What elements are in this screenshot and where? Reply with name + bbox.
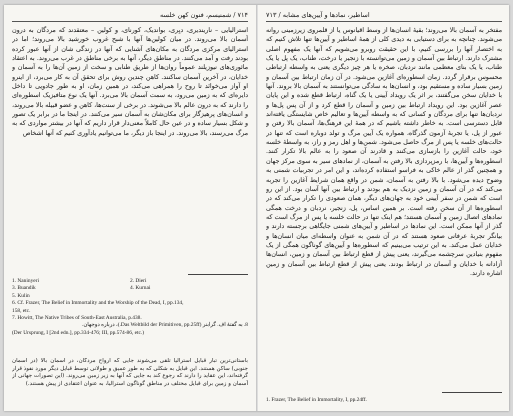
left-page-header xyxy=(12,11,248,22)
right-page-header xyxy=(266,11,502,22)
footnote-1: 1. Naninyeri xyxy=(12,278,39,284)
footnote-row xyxy=(12,285,248,292)
footnote-8: 8. به گفتهٔ اف. گرابنر (Das Weltbild der Primitiven, pp.25ff.)، درباره دوجهان. xyxy=(82,322,248,329)
footnote-2: 2. Dieri xyxy=(130,278,147,284)
left-footnote-rule xyxy=(188,274,248,275)
footnote-row xyxy=(12,278,248,285)
footnote-6: 6. Cf. Frazer, The Belief in Immortality and the Worship of the Dead, I, pp.134, xyxy=(12,300,184,307)
right-page xyxy=(266,5,502,411)
left-page-running-head: ۷۱۴ / شمنیسم، فنون کهن خلسه xyxy=(159,11,248,19)
footnote-5: 5. Kulin xyxy=(12,292,30,299)
footnote-1-frazer: 1. Frazer, The Belief in Immortality, I, pp.24ff. xyxy=(266,397,367,403)
footnote-7: 7. Howitt, The Native Tribes of South-East Australia, p.438. xyxy=(12,315,142,322)
page-gutter xyxy=(256,5,258,411)
right-page-body xyxy=(266,26,502,278)
left-page xyxy=(12,5,248,411)
right-footnote-rule xyxy=(442,392,502,393)
right-footnote xyxy=(266,397,502,404)
left-page-body-text: استرالیایی – ناریندیری، دیِری، بوانديک، کورنای، و کولین – معتقدند که مردگان به درون آسمان بالا می‌روند. در میان کولین‌ها آنها با شبح غروب خورشید بالا می‌روند؛ اما در استرالیای مرکزی مردگان به مکان‌های آشنایی که آنها در زندگی شان از آنها عبور کرده بودند رفت و آمد می‌کنند. در مناطق دیگر، آنها به برخی مناطق در غرب می‌روند. به اعتقاد مائوری‌های نیوزیلند عموماً روان‌ها از طریق طنابی و سخت از زمین آن‌ها را به آسمان و خدایان، در آخرین آسمان ساکنند. کاهن چندین روش برای تحقق آن به کار می‌برد، از اینرو او آواز می‌خوانَد تا روح را همراهی می‌کند، در همین زمان، او به طور جادویی تا داخل دایره‌ای که به زمین می‌رود، به سمت آسمان بالا می‌برد. آنها یک نوع متافیزیک اسطوره‌ای را دارند که به درون عالم بالا می‌شوند. در برخی از سنت‌ها، کاهن و عضو قبیله بالا می‌روند، و انسان‌های پرهیزگار برای مکان‌شان به آسمان سیر می‌کنند. در اینجا ما در برابر یک تصور و شکل بسیار ساده و در عین حال کاملاً معنی‌دار قرار داریم که آنها در بیشتر مواردی که به مرگ می‌رسند، بالا می‌روند. در اینجا باز دیگر، ما می‌توانیم یادآوری کنیم که آنها اشخاص xyxy=(12,27,248,137)
left-persian-footnote: باستانی‌ترین تبار قبایل استرالیا تلقی می‌شوند جایی که ارواح مردگان، در آسمان بالا (در آسمان جنوبی) ساکن هستند. این قبایل به شکلی که به طور عمیق و طولانی توسط قبایل دیگر مورد نفوذ قرار گرفته‌اند، این عقاید را دارند که رجوع کند به جایی که آنها به زیر زمین می‌روند. (این تصورات جهانی از آسمان و زمین برای قبایل مختلف در مناطق گوناگون استرالیا، به عنوان اعتقادی از پیش هستند.) xyxy=(12,358,248,387)
footnote-6-cont: 158, etc. xyxy=(12,307,31,314)
left-english-footnotes xyxy=(12,278,248,337)
left-page-body xyxy=(12,26,248,138)
right-page-running-head: اساطیر، نمادها و آیین‌های مشابه / ۷۱۳ xyxy=(266,11,370,19)
book-spread xyxy=(4,5,509,411)
footnote-4: 4. Kurnai xyxy=(130,285,151,292)
right-page-body-text: مفتخر به آسمان بالا می‌روند؛ بقیهٔ انسان‌ها از وسط اقیانوس یا از قلمروی زیرزمینی روانه می‌شوند. چنانچه به برای دستیابی به دیدی کلی از همهٔ اساطیر و آیین‌ها تنها تلاش کنیم که به اختصار آنها را بررسی کنیم، با این حقیقت روبرو می‌شویم که آنها یک مفهوم اصلی مشترک دارند. ارتباط بین آسمان و زمین می‌توانسته با زنجیر یا درخت، طناب، یک پل یا یک طناب، یا یک بنای معظمی مانند نردبان، صخره یا هر چیز دیگری یعنی به واسطه ارتباطی محسوس برقرار گردد. زمان اسطوره‌ای آغازین می‌شود. در آن زمان ارتباط بین آسمان و زمین بسیار ساده و مستقیم بود، و انسان‌ها به سادگی می‌توانستند به آسمان بالا بروند. آنها با خدایان سخن می‌گفتند، بر اثر یک رویداد آیینی یا یک گناه، ارتباط قطع شده و این پایان عصر آغازین بود. این رویداد ارتباط بین زمین و آسمان را قطع کرد و از آن پس پل‌ها و نردبان‌ها تنها برای مردگان و کسانی که به واسطه آیین‌ها و تعالیم خاص شایستگی یافته‌اند قابل دسترسی است. به خاطر داشته باشیم که در همهٔ این فرهنگ‌ها، آسمان بالا رفتن و عبور از پل، یا تجربهٔ آزمون گذرگاه، همواره یک آیین مرگ و تولد دوباره است که تنها در حالت‌های خلسه یا پس از مرگ حاصل می‌شود. شمن‌ها و اهل رمز و راز، به واسطهٔ خلسه خود، حالت آغازین را بازسازی می‌کنند و قادرند آن صعود را به عالم بالا تکرار کنند. اسطوره‌ها و آیین‌ها، با رمزپردازی بالا رفتن به آسمان، از نمادهای سیر به سوی مرکز جهان و همچنین گذر از عالم خاکی به فراسو استفاده کرده‌اند، و این امر در تجربیات شمنی به وضوح دیده می‌شود. با بالا رفتن به آسمان، شمن در واقع همان شرایط آغازین را تجربه می‌کند که در آن آسمان و زمین نزدیک به هم بودند و ارتباط بین آنها آسان بود. از این رو است که شمن در سفر آیینی خود به جهان‌های دیگر، همان صعودی را تکرار می‌کند که در اسطوره‌ها از آن سخن رفته است. بر همین اساس، پل، زنجیر، نردبان و درخت همگی نمادهای اتصال زمین و آسمان هستند؛ هم اینک تنها در حالت خلسه یا پس از مرگ است که گذر از آنها ممکن است. این نمادها در اساطیر و آیین‌های شمنی جایگاهی برجسته دارند و بیانگر تجربهٔ عرفانی صعود هستند که در آن شمن به عنوان واسطه‌ای میان انسان‌ها و خدایان عمل می‌کند. به این ترتیب می‌بینیم که اسطوره‌ها و آیین‌های گوناگون همگی از یک مفهوم بنیادین سرچشمه می‌گیرند، یعنی پیش از قطع ارتباط بین آسمان و زمین، انسان‌ها آزادانه با خدایان و آسمان در ارتباط بودند. یعنی پیش از قطع ارتباط بین آسمان و زمین اشاره دارند. xyxy=(266,27,502,277)
footnote-8-cont: (Der Ursprung, I [2nd edn.], pp.334-476; III, pp.574-86, etc.) xyxy=(12,329,145,336)
footnote-3: 3. Buandik xyxy=(12,285,36,292)
